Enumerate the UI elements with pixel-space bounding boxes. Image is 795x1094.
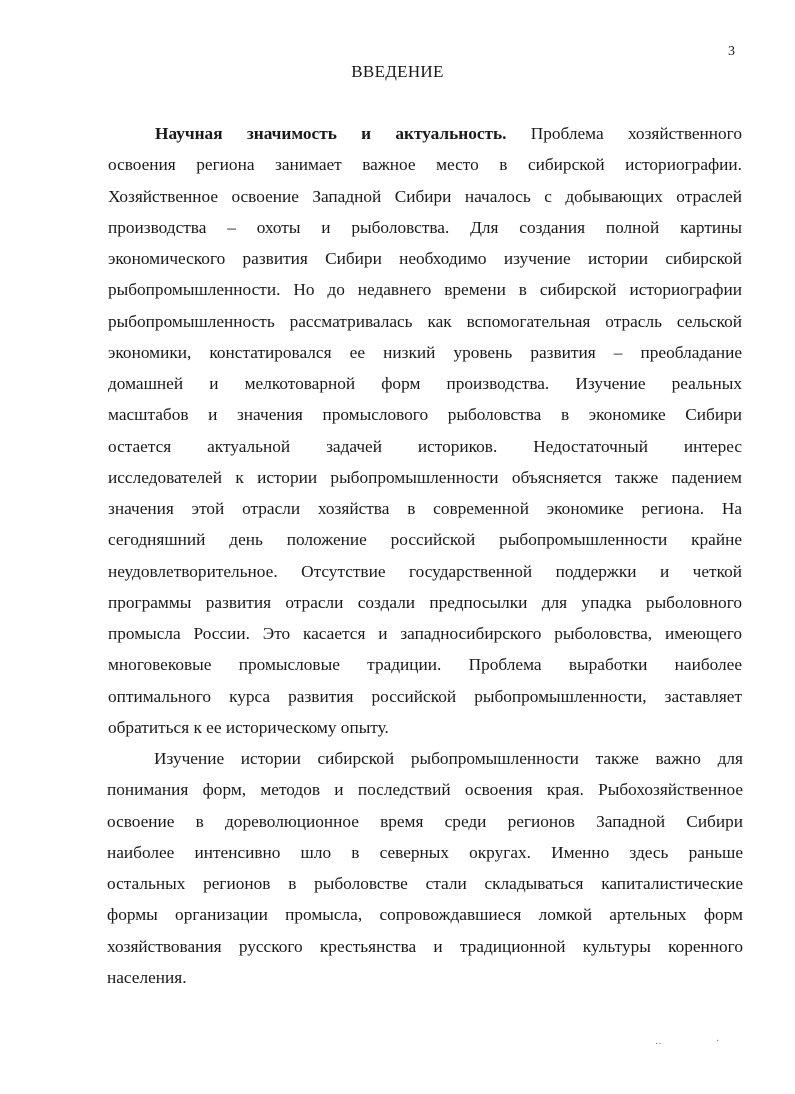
paragraph-line: неудовлетворительное. Отсутствие государственной поддержки и четкой <box>108 562 742 581</box>
page-number: 3 <box>728 44 735 59</box>
paragraph-line: домашней и мелкотоварной форм производства. Изучение реальных <box>108 374 742 393</box>
paragraph-line <box>155 124 742 144</box>
paragraph-line: формы организации промысла, сопровождавшиеся ломкой артельных форм <box>107 905 743 924</box>
paragraph-line: экономического развития Сибири необходимо изучение истории сибирской <box>108 249 742 268</box>
paragraph-line: многовековые промысловые традиции. Проблема выработки наиболее <box>108 655 742 674</box>
paragraph-line: понимания форм, методов и последствий освоения края. Рыбохозяйственное <box>107 780 743 799</box>
paragraph-line: освоения региона занимает важное место в сибирской историографии. <box>108 155 742 174</box>
paragraph-line: производства – охоты и рыболовства. Для создания полной картины <box>108 218 742 237</box>
scan-artifact: · <box>716 1036 720 1047</box>
paragraph-line: Хозяйственное освоение Западной Сибири началось с добывающих отраслей <box>108 187 742 206</box>
paragraph-line: населения. <box>107 968 187 987</box>
paragraph-line: освоение в дореволюционное время среди регионов Западной Сибири <box>107 812 743 831</box>
paragraph-line: обратиться к ее историческому опыту. <box>108 718 389 737</box>
paragraph-line: остальных регионов в рыболовстве стали складываться капиталистические <box>107 874 743 893</box>
paragraph-line: хозяйствования русского крестьянства и традиционной культуры коренного <box>107 937 743 956</box>
paragraph-line: значения этой отрасли хозяйства в современной экономике региона. На <box>108 499 742 518</box>
paragraph-line: остается актуальной задачей историков. Недостаточный интерес <box>108 437 742 456</box>
lead-bold-text: Научная значимость и актуальность. <box>155 124 507 143</box>
page-title: ВВЕДЕНИЕ <box>351 62 444 81</box>
paragraph-line: рыбопромышленности. Но до недавнего времени в сибирской историографии <box>108 280 742 299</box>
paragraph-line: экономики, констатировался ее низкий уровень развития – преобладание <box>108 343 742 362</box>
paragraph-line: исследователей к истории рыбопромышленности объясняется также падением <box>108 468 742 487</box>
paragraph-line: Изучение истории сибирской рыбопромышленности также важно для <box>154 749 743 768</box>
lead-text: Проблема хозяйственного <box>530 124 742 143</box>
paragraph-line: оптимального курса развития российской рыбопромышленности, заставляет <box>108 687 742 706</box>
paragraph-line: промысла России. Это касается и западносибирского рыболовства, имеющего <box>108 624 742 643</box>
paragraph-line: рыбопромышленность рассматривалась как вспомогательная отрасль сельской <box>108 312 742 331</box>
paragraph-line: наиболее интенсивно шло в северных округах. Именно здесь раньше <box>107 843 743 862</box>
scan-artifact: ‥ <box>655 1036 662 1047</box>
paragraph-line: масштабов и значения промыслового рыболовства в экономике Сибири <box>108 405 742 424</box>
paragraph-line: сегодняшний день положение российской рыбопромышленности крайне <box>108 530 742 549</box>
paragraph-line: программы развития отрасли создали предпосылки для упадка рыболовного <box>108 593 742 612</box>
